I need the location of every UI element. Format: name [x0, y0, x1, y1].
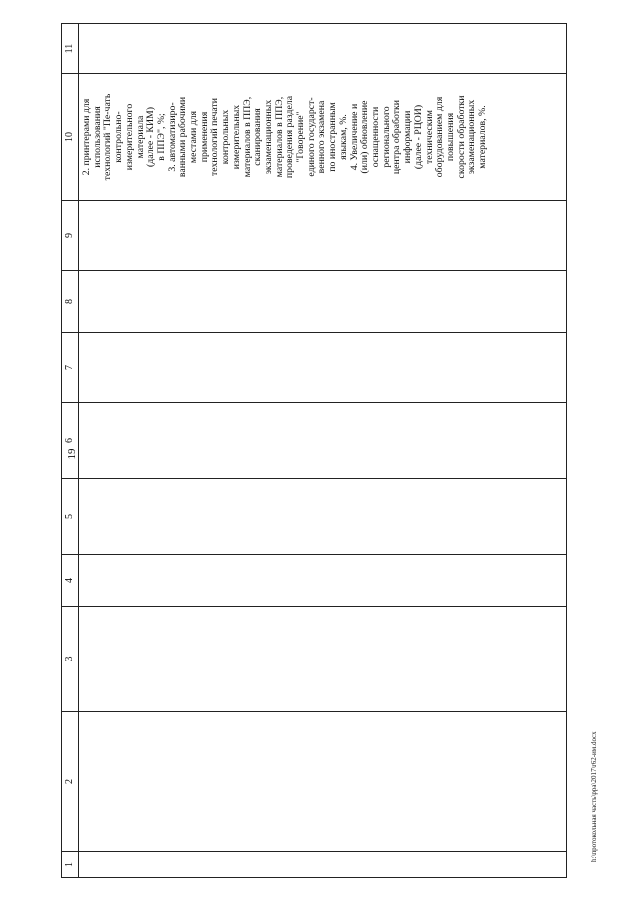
cell-4	[79, 555, 567, 607]
rotated-table	[61, 24, 567, 878]
file-path-footer: h:\протокольная часть\рра\2017\r62-им.docx	[590, 731, 598, 862]
cell-11	[79, 24, 567, 74]
col-header-9: 9	[62, 201, 79, 271]
col-header-4: 4	[62, 555, 79, 607]
cell-10	[79, 74, 567, 201]
col-header-5: 5	[62, 479, 79, 555]
col-header-2: 2	[62, 712, 79, 852]
cell-1	[79, 852, 567, 878]
table-row	[79, 24, 567, 878]
program-table	[61, 23, 567, 878]
col-header-1: 1	[62, 852, 79, 878]
indicator-description: 2. принтерами для использования технологий "Пе-чать контрольно- измерительного материала (далее - КИМ) в ППЭ", %; 3. автоматизиро- ванными рабочими местами для применения технологий печати контрольных измерительных материалов в ППЭ, сканирования экзаменационных материалов в ППЭ, проведения раздела "Говорение" единого государст- венного экзамена по иностранным языкам, %. 4. Увеличение и (или) обновление оснащенности регионального центра обработки информации (далее - РЦОИ) техническим оборудованием для повышения скорости обработки экзаменационных материалов, %.	[81, 93, 489, 181]
cell-6	[79, 403, 567, 479]
col-header-10: 10	[62, 74, 79, 201]
col-header-6: 6	[62, 403, 79, 479]
col-header-7: 7	[62, 333, 79, 403]
col-header-8: 8	[62, 271, 79, 333]
page-number: 19	[66, 448, 78, 460]
col-header-3: 3	[62, 607, 79, 712]
cell-9	[79, 201, 567, 271]
col-header-11: 11	[62, 24, 79, 74]
cell-7	[79, 333, 567, 403]
cell-3	[79, 607, 567, 712]
cell-8	[79, 271, 567, 333]
cell-5	[79, 479, 567, 555]
header-row	[62, 24, 79, 878]
cell-2	[79, 712, 567, 852]
